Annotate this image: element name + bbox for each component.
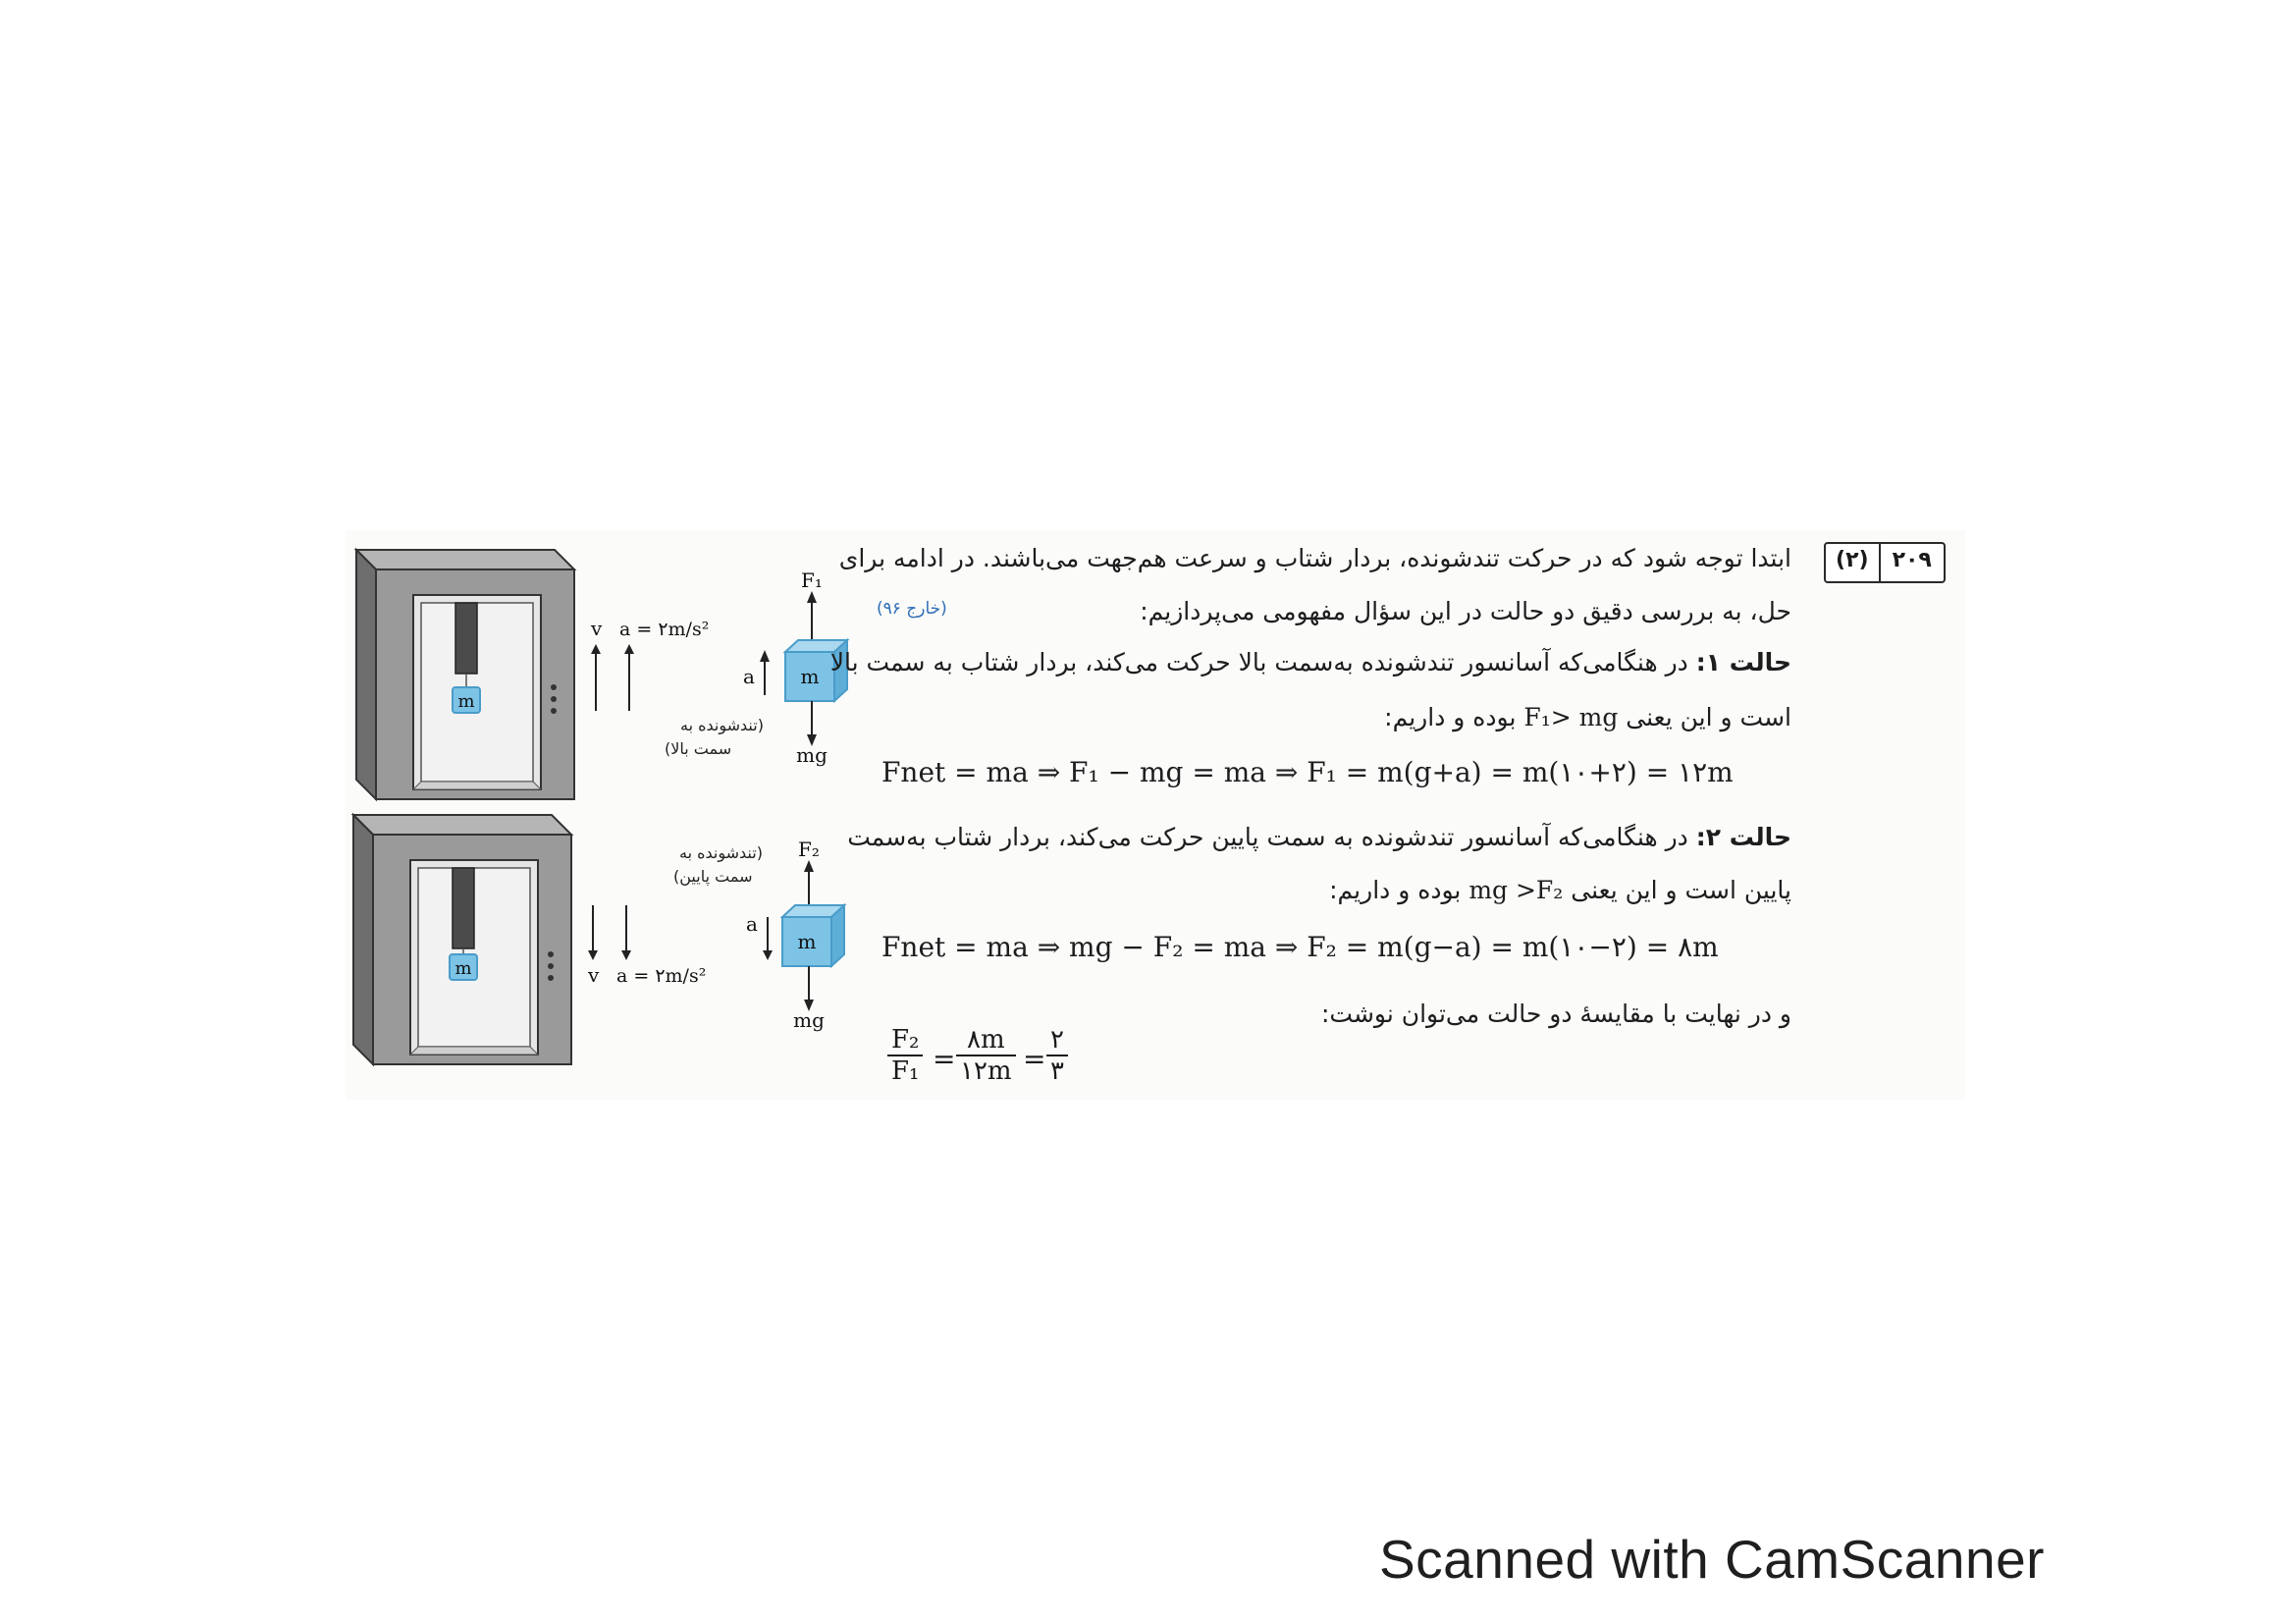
case2-equation: Fnet = ma ⇒ mg − F₂ = ma ⇒ F₂ = m(g−a) = m(۱۰−۲) = ۸m (881, 931, 1719, 963)
case1-line2-post: بوده و داریم: (1384, 703, 1517, 731)
case1-line (830, 648, 1791, 676)
case1-condition: F₁> mg (1523, 703, 1619, 731)
block-mass-label-top: m (457, 691, 475, 712)
case1-equation: Fnet = ma ⇒ F₁ − mg = ma ⇒ F₁ = m(g+a) = m(۱۰+۲) = ۱۲m (881, 756, 1734, 788)
case2-line-2 (1329, 876, 1791, 904)
fbd-accel-label-bottom: a (746, 912, 758, 936)
force-label-bottom: F₂ (798, 838, 820, 861)
correct-answer: (۲) (1836, 548, 1869, 572)
ratio-lhs-den: F₁ (891, 1056, 920, 1086)
fbd-mass-label-top: m (800, 665, 820, 688)
motion-caption-top-line1: (تندشونده به (680, 716, 764, 734)
conclusion-line: و در نهایت با مقایسهٔ دو حالت می‌توان نوشت: (1321, 1000, 1791, 1028)
motion-caption-bottom-line2: سمت پایین) (673, 867, 753, 886)
ratio-equals-1: = (933, 1043, 956, 1075)
ratio-mid-den: ۱۲m (960, 1056, 1012, 1086)
ratio-equals-2: = (1023, 1043, 1046, 1075)
weight-label-top: mg (796, 743, 828, 767)
problem-number-badge (1824, 542, 1946, 583)
case1-line-2 (1384, 703, 1791, 731)
ratio-mid (956, 1025, 1016, 1086)
ratio-rhs (1046, 1025, 1068, 1086)
case2-line2-post: بوده و داریم: (1329, 876, 1462, 904)
acceleration-label-bottom: a = ۲m/s² (616, 965, 707, 987)
elevator-cabin-top (356, 550, 574, 799)
intro-line-2: حل، به بررسی دقیق دو حالت در این سؤال مفهومی می‌پردازیم: (1140, 597, 1791, 625)
velocity-label-bottom: v (588, 963, 600, 987)
ratio-rhs-den: ۳ (1050, 1056, 1064, 1086)
source-tag: (خارج ۹۶) (877, 599, 947, 619)
fbd-accel-label-top: a (743, 665, 755, 688)
weight-label-bottom: mg (793, 1008, 825, 1032)
elevator-down-figure (346, 807, 859, 1074)
case2-title: حالت ۲: (1695, 823, 1791, 851)
acceleration-label-top: a = ۲m/s² (619, 619, 710, 640)
case2-line2-pre: پایین است و این یعنی (1571, 876, 1791, 904)
motion-caption-bottom-line1: (تندشونده به (679, 843, 763, 862)
motion-caption-top-line2: سمت بالا) (665, 739, 732, 758)
case1-text: در هنگامی‌که آسانسور تندشونده به‌سمت بالا حرکت می‌کند، بردار شتاب به سمت بالا (829, 648, 1688, 676)
motion-arrows-bottom (588, 905, 631, 960)
block-mass-label-bottom: m (454, 958, 472, 979)
velocity-label-top: v (591, 617, 603, 640)
elevator-cabin-bottom (353, 815, 571, 1064)
problem-number: ۲۰۹ (1879, 544, 1944, 581)
camscanner-watermark: Scanned with CamScanner (1379, 1529, 2045, 1590)
ratio-lhs-num: F₂ (891, 1025, 920, 1055)
elevator-up-figure (348, 542, 859, 802)
force-label-top: F₁ (801, 568, 823, 592)
case1-line2-pre: است و این یعنی (1626, 703, 1791, 731)
case2-text: در هنگامی‌که آسانسور تندشونده به سمت پایین حرکت می‌کند، بردار شتاب به‌سمت (847, 823, 1688, 851)
ratio-lhs (887, 1025, 923, 1086)
ratio-rhs-num: ۲ (1050, 1025, 1064, 1055)
case1-title: حالت ۱: (1695, 648, 1791, 676)
motion-arrows-top (591, 644, 634, 711)
fbd-mass-label-bottom: m (797, 930, 817, 953)
case2-line (847, 823, 1791, 851)
ratio-mid-num: ۸m (966, 1025, 1005, 1055)
case2-condition: mg >F₂ (1468, 876, 1564, 904)
intro-line-1: ابتدا توجه شود که در حرکت تندشونده، بردار شتاب و سرعت هم‌جهت می‌باشند. در ادامه برای (838, 544, 1791, 572)
